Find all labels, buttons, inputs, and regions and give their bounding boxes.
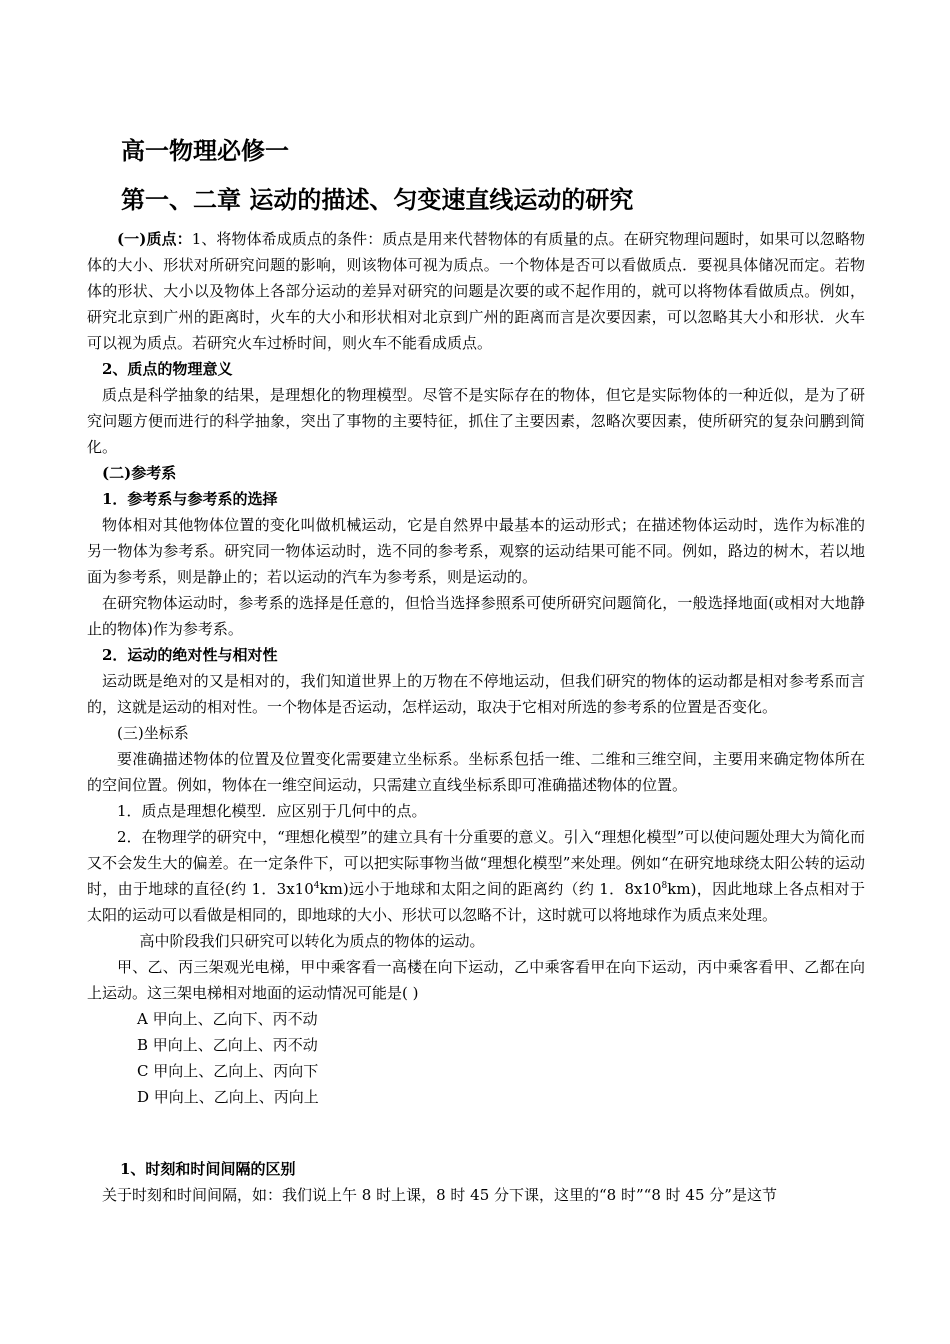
question-option-c: C 甲向上、乙向上、丙向下	[137, 1062, 319, 1080]
mass-point-text: 1、将物体希成质点的条件：质点是用来代替物体的有质量的点。在研究物理问题时，如果可以忽略物体的大小、形状对所研究问题的影响，则该物体可视为质点。一个物体是否可以看做质点．要视具体储况而定。若物体的形状、大小以及物体上各部分运动的差异对研究的问题是次要的或不起作用的，就可以将物体看做质点。例如，研究北京到广州的距离时，火车的大小和形状相对北京到广州的距离而言是次要因素，可以忽略其大小和形状．火车可以视为质点。若研究火车过桥时间，则火车不能看成质点。	[87, 230, 865, 352]
ideal-model-text-a: 2．在物理学的研究中，“理想化模型”的建立具有十分重要的意义。引入“理想化模型”可以使问题处理大为简化而又不会发生大的偏差。在一定条件下，可以把实际事物当做“理想化模型”来处理。例如“在研究地球绕太阳公转的运动时，由于地球的直径(约 1．3x10	[87, 828, 865, 898]
question-option-a: A 甲向上、乙向下、丙不动	[137, 1010, 318, 1028]
coordinate-system-paragraph: 要准确描述物体的位置及位置变化需要建立坐标系。坐标系包括一维、二维和三维空间，主要用来确定物体所在的空间位置。例如，物体在一维空间运动，只需建立直线坐标系即可准确描述物体的位置。	[87, 750, 865, 794]
question-option-b: B 甲向上、乙向上、丙不动	[137, 1036, 318, 1054]
exponent-8: 8	[661, 881, 668, 891]
time-interval-paragraph: 关于时刻和时间间隔，如：我们说上午 8 时上课，8 时 45 分下课，这里的“8 时”“8 时 45 分”是这节	[102, 1186, 777, 1204]
motion-relativity-paragraph: 运动既是绝对的又是相对的，我们知道世界上的万物在不停地运动，但我们研究的物体的运动都是相对参考系而言的，这就是运动的相对性。一个物体是否运动，怎样运动，取决于它相对所选的参考系的位置是否变化。	[87, 672, 865, 716]
chapter-title: 第一、二章 运动的描述、匀变速直线运动的研究	[121, 186, 634, 214]
mass-point-paragraph	[87, 226, 865, 356]
coordinate-system-heading: (三)坐标系	[117, 724, 189, 742]
document-body	[87, 226, 865, 1208]
reference-frame-paragraph-2: 在研究物体运动时，参考系的选择是任意的，但恰当选择参照系可使所研究问题简化，一般选择地面(或相对大地静止的物体)作为参考系。	[87, 594, 865, 638]
document-title: 高一物理必修一	[121, 137, 289, 165]
ideal-model-note-1: 1．质点是理想化模型．应区别于几何中的点。	[117, 802, 427, 820]
spacer	[87, 1110, 865, 1156]
question-stem: 甲、乙、丙三架观光电梯，甲中乘客看一高楼在向下运动，乙中乘客看甲在向下运动，丙中乘客看甲、乙都在向上运动。这三架电梯相对地面的运动情况可能是( )	[87, 958, 865, 1002]
question-option-d: D 甲向上、乙向上、丙向上	[137, 1088, 319, 1106]
mass-point-meaning-heading: 2、质点的物理意义	[102, 360, 233, 378]
reference-frame-paragraph-1: 物体相对其他物体位置的变化叫做机械运动，它是自然界中最基本的运动形式；在描述物体运动时，选作为标准的另一物体为参考系。研究同一物体运动时，选不同的参考系，观察的运动结果可能不同。例如，路边的树木，若以地面为参考系，则是静止的；若以运动的汽车为参考系，则是运动的。	[87, 516, 865, 586]
reference-frame-heading: (二)参考系	[102, 464, 177, 482]
motion-relativity-heading: 2．运动的绝对性与相对性	[102, 646, 278, 664]
exponent-4: 4	[313, 881, 320, 891]
ideal-model-text-c: km)，因此地球上各点相对于太阳的运动可以看做是相同的，即地球的大小、形状可以忽略不计，这时就可以将地球作为质点来处理。	[87, 880, 865, 924]
mass-point-label: (一)质点：	[117, 230, 192, 248]
ideal-model-text-b: km)远小于地球和太阳之间的距离约（约 1．8x10	[319, 880, 662, 898]
high-school-scope-note: 高中阶段我们只研究可以转化为质点的物体的运动。	[139, 932, 485, 950]
ideal-model-note-2	[87, 824, 865, 928]
time-interval-heading: 1、时刻和时间间隔的区别	[120, 1160, 296, 1178]
reference-frame-choice-heading: 1．参考系与参考系的选择	[102, 490, 278, 508]
mass-point-meaning-paragraph: 质点是科学抽象的结果，是理想化的物理模型。尽管不是实际存在的物体，但它是实际物体的一种近似，是为了研究问题方便而进行的科学抽象，突出了事物的主要特征，抓住了主要因素，忽略次要因素，使所研究的复杂问鹏到简化。	[87, 386, 865, 456]
